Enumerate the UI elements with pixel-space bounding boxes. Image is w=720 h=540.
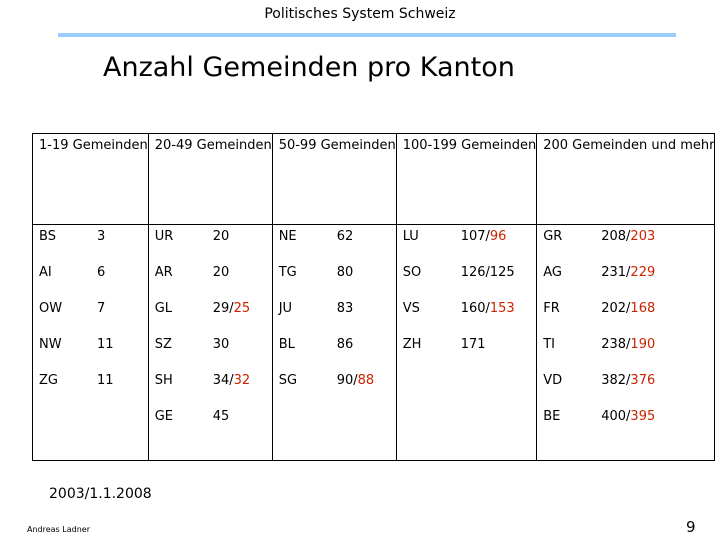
header-title: Politisches System Schweiz: [264, 6, 456, 22]
count-value: 238/: [601, 337, 631, 352]
column-header: 1-19 Gemeinden: [33, 134, 149, 225]
column-header: 20-49 Gemeinden: [148, 134, 272, 225]
canton-code: [272, 405, 331, 461]
count-value: 11: [97, 337, 114, 352]
canton-code: AR: [154, 265, 173, 280]
count-value-2008: 25: [233, 301, 251, 316]
canton-code: NE: [278, 229, 297, 244]
municipality-count: [331, 297, 396, 333]
municipality-count: [207, 333, 272, 369]
count-value: 208/: [601, 229, 631, 244]
municipality-count: [331, 225, 396, 262]
canton-code: GR: [543, 229, 563, 244]
canton-code: SZ: [154, 337, 172, 352]
header-rule: [58, 33, 676, 37]
count-value: 30: [212, 337, 230, 352]
canton-code: SH: [154, 373, 173, 388]
column-header: 50-99 Gemeinden: [272, 134, 396, 225]
count-value-2008: 203: [630, 229, 656, 244]
municipality-count: [595, 333, 715, 369]
municipality-count: [91, 405, 148, 461]
canton-code: AG: [543, 265, 562, 280]
canton-code: ZG: [39, 373, 58, 388]
count-value: 20: [212, 265, 230, 280]
canton-table-container: [32, 133, 715, 440]
municipality-count: [455, 333, 537, 369]
municipality-count: [455, 225, 537, 262]
canton-code: BE: [543, 409, 561, 424]
canton-code: BS: [39, 229, 56, 244]
canton-code: TI: [543, 337, 555, 352]
count-value: 107/: [460, 229, 490, 244]
count-value: 62: [336, 229, 354, 244]
municipality-count: [331, 333, 396, 369]
municipality-count: [207, 261, 272, 297]
canton-code: UR: [154, 229, 174, 244]
count-value: 20: [212, 229, 230, 244]
count-value-2008: 190: [630, 337, 656, 352]
municipality-count: [207, 297, 272, 333]
count-value: 171: [460, 337, 486, 352]
canton-table: [32, 133, 715, 461]
municipality-count: [455, 261, 537, 297]
count-value: 231/: [601, 265, 631, 280]
municipality-count: [595, 297, 715, 333]
canton-code: OW: [39, 301, 63, 316]
count-value: 34/: [212, 373, 234, 388]
canton-code: LU: [402, 229, 419, 244]
footer-author: Andreas Ladner: [27, 525, 90, 534]
count-value-2008: 229: [630, 265, 656, 280]
count-value-2008: 376: [630, 373, 656, 388]
canton-code: [396, 405, 455, 461]
municipality-count: [207, 225, 272, 262]
table-row: [33, 405, 715, 461]
municipality-count: [331, 405, 396, 461]
municipality-count: [91, 369, 148, 405]
municipality-count: [595, 369, 715, 405]
municipality-count: [91, 225, 148, 262]
municipality-count: [595, 405, 715, 461]
canton-code: SG: [278, 373, 298, 388]
canton-code: BL: [278, 337, 295, 352]
canton-code: [33, 405, 92, 461]
count-value-2008: 32: [233, 373, 251, 388]
count-value: 3: [97, 229, 106, 244]
table-row: [33, 297, 715, 333]
table-row: [33, 369, 715, 405]
canton-code: FR: [543, 301, 560, 316]
count-value: 126/125: [460, 265, 515, 280]
count-value-2008: 395: [630, 409, 656, 424]
canton-code: AI: [39, 265, 52, 280]
canton-code: VD: [543, 373, 563, 388]
canton-code: ZH: [402, 337, 422, 352]
canton-code: GE: [154, 409, 174, 424]
date-footnote: 2003/1.1.2008: [49, 486, 152, 502]
table-row: [33, 333, 715, 369]
table-row: [33, 225, 715, 262]
count-value: 202/: [601, 301, 631, 316]
municipality-count: [595, 261, 715, 297]
count-value-2008: 168: [630, 301, 656, 316]
canton-code: NW: [39, 337, 62, 352]
canton-code: TG: [278, 265, 297, 280]
count-value-2008: 96: [489, 229, 507, 244]
table-row: [33, 261, 715, 297]
page-number: 9: [686, 518, 696, 536]
municipality-count: [91, 297, 148, 333]
slide-title: Anzahl Gemeinden pro Kanton: [103, 52, 515, 83]
municipality-count: [207, 405, 272, 461]
count-value: 29/: [212, 301, 234, 316]
count-value-2008: 153: [489, 301, 515, 316]
canton-code: SO: [402, 265, 422, 280]
municipality-count: [455, 369, 537, 405]
table-header-row: [33, 134, 715, 225]
column-header: 200 Gemeinden und mehr: [537, 134, 715, 225]
municipality-count: [595, 225, 715, 262]
canton-code: JU: [278, 301, 293, 316]
count-value: 90/: [336, 373, 358, 388]
canton-code: VS: [402, 301, 420, 316]
municipality-count: [455, 297, 537, 333]
count-value: 11: [97, 373, 114, 388]
municipality-count: [91, 333, 148, 369]
canton-code: [396, 369, 455, 405]
count-value: 80: [336, 265, 354, 280]
count-value: 400/: [601, 409, 631, 424]
count-value: 6: [97, 265, 106, 280]
municipality-count: [331, 261, 396, 297]
count-value: 160/: [460, 301, 490, 316]
count-value-2008: 88: [357, 373, 375, 388]
table-body: [33, 225, 715, 461]
municipality-count: [207, 369, 272, 405]
municipality-count: [91, 261, 148, 297]
canton-code: GL: [154, 301, 173, 316]
count-value: 86: [336, 337, 354, 352]
municipality-count: [455, 405, 537, 461]
municipality-count: [331, 369, 396, 405]
count-value: 382/: [601, 373, 631, 388]
count-value: 83: [336, 301, 354, 316]
count-value: 45: [212, 409, 230, 424]
column-header: 100-199 Gemeinden: [396, 134, 537, 225]
count-value: 7: [97, 301, 106, 316]
